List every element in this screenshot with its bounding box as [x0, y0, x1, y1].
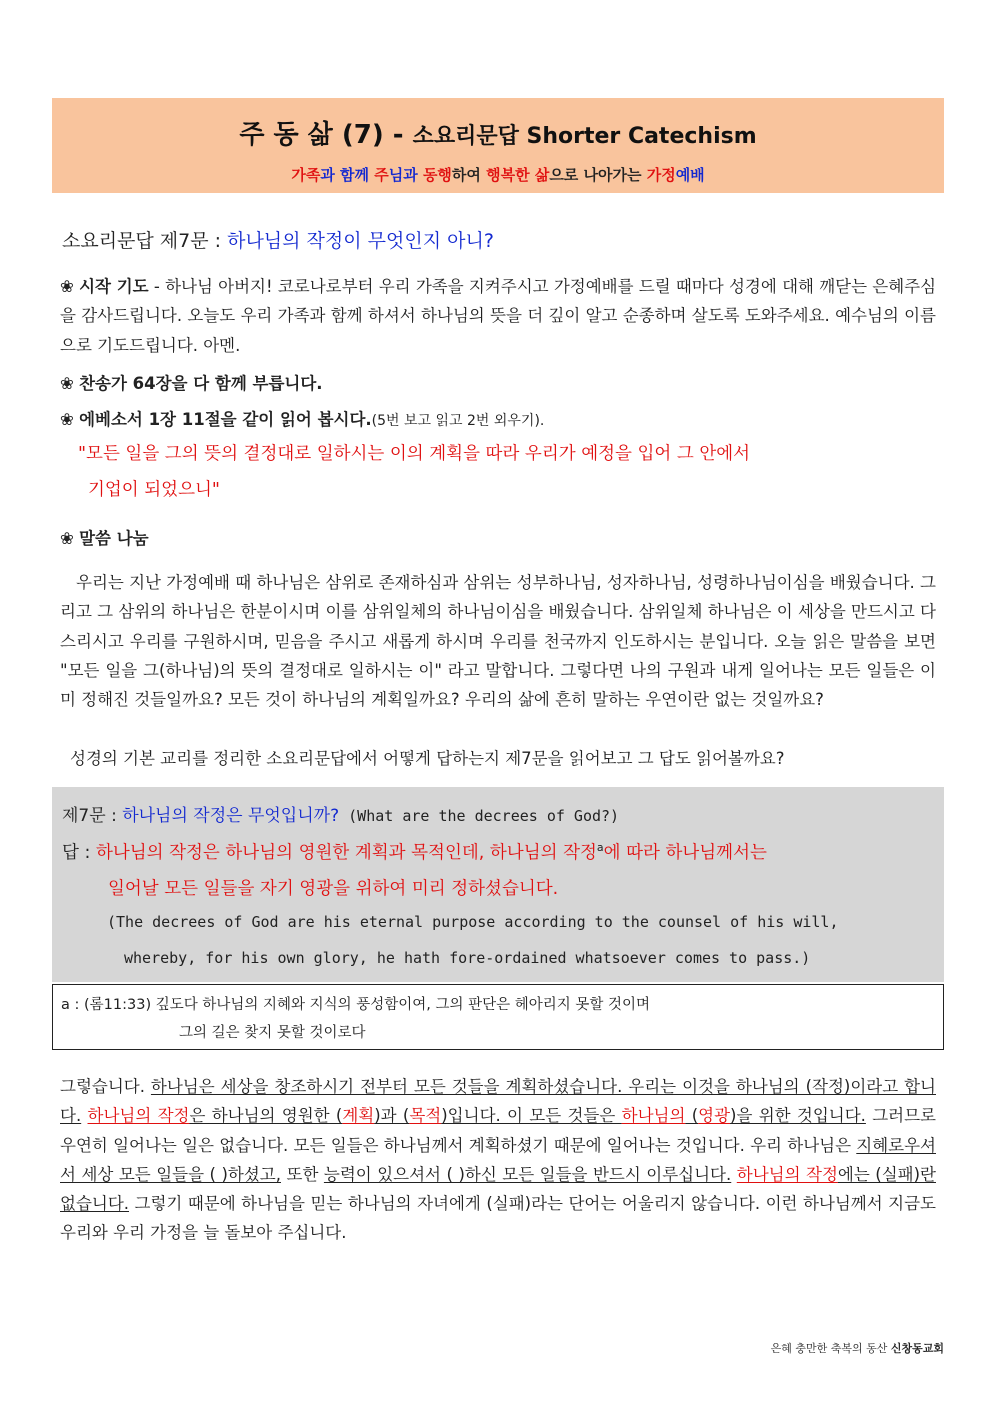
footnote-box [52, 984, 944, 1050]
catechism-answer-line2: 일어날 모든 일들을 자기 영광을 위하여 미리 정하셨습니다. [108, 879, 559, 899]
church-name: 신창동교회 [890, 1342, 944, 1355]
subtitle-segment: 가정 [646, 166, 676, 184]
opening-prayer-text: - 하나님 아버지! 코로나로부터 우리 가족을 지켜주시고 가정예배를 드릴 때마다 성경에 대해 깨닫는 은혜주심을 감사드립니다. 오늘도 우리 가족과 함께 하셔서 하나님의 뜻을 더 깊이 알고 순종하며 살도록 도와주세요. 예수님의 이름으로 기도드립니다. 아멘. [60, 277, 937, 355]
opening-prayer [60, 272, 936, 360]
subtitle-segment: 행복한 삶 [486, 166, 550, 184]
catechism-question [62, 801, 619, 826]
conclusion-segment: 하나님의 작정 [736, 1164, 838, 1184]
conclusion-paragraph [60, 1072, 936, 1248]
reading-line [60, 406, 544, 430]
flower-bullet-icon: ❀ [60, 277, 74, 296]
conclusion-segment: 하나님의 [621, 1106, 686, 1126]
conclusion-segment: 하나님은 세상을 창조하시기 전부터 모든 것들을 계획하셨습니다. 우리는 이것을 하나님의 (작정)이라고 합니다. [60, 1077, 936, 1126]
subtitle-segment: 함께 [340, 166, 375, 184]
subtitle-segment: 동행 [422, 166, 452, 184]
catechism-english-line2: whereby, for his own glory, he hath fore-ordained whatsoever comes to pass.) [124, 949, 811, 967]
catechism-q-text: 하나님의 작정은 무엇입니까? [122, 806, 340, 826]
conclusion-segment: 능력이 있으셔서 ( )하신 모든 일들을 반드시 이루십니다. [323, 1164, 732, 1184]
title-sub: 소요리문답 Shorter Catechism [412, 124, 757, 149]
conclusion-segment: 그렇습니다. [60, 1077, 151, 1096]
question-line [62, 226, 494, 253]
footer-prefix: 은혜 충만한 축복의 동산 [770, 1342, 891, 1355]
reading-note: (5번 보고 읽고 2번 외우기). [371, 413, 545, 429]
conclusion-segment: 그렇기 때문에 하나님을 믿는 하나님의 자녀에게 (실패)라는 단어는 어울리지 않습니다. 이런 하나님께서 지금도 우리와 우리 가정을 늘 돌보아 주십니다. [60, 1194, 936, 1243]
flower-bullet-icon: ❀ [60, 529, 74, 548]
subtitle-segment: 주 [374, 166, 389, 184]
conclusion-segment: 에는 (실패)란 없습니다. [60, 1164, 936, 1214]
conclusion-segment: )을 위한 것입니다. [730, 1106, 866, 1126]
footer-church [771, 1340, 944, 1356]
conclusion-segment: 계획 [342, 1106, 375, 1126]
catechism-a-label: 답 : [62, 843, 96, 863]
sharing-paragraph-2: 성경의 기본 교리를 정리한 소요리문답에서 어떻게 답하는지 제7문을 읽어보고 그 답도 읽어볼까요? [70, 749, 785, 768]
subtitle-segment: 과 [320, 166, 341, 184]
page-subtitle [52, 164, 944, 185]
sharing-paragraph: 우리는 지난 가정예배 때 하나님은 삼위로 존재하심과 삼위는 성부하나님, 성자하나님, 성령하나님이심을 배웠습니다. 그리고 그 삼위의 하나님은 한분이시며 이를 삼위일체의 하나님이심을 배웠습니다. 삼위일체 하나님은 이 세상을 만드시고 다스리시고 우리를 구원하시며, 믿음을 주시고 새롭게 하시며 우리를 천국까지 인도하시는 분입니다. 오늘 읽은 말씀을 보면 "모든 일을 그(하나님)의 뜻의 결정대로 일하시는 이" 라고 말합니다. 그렇다면 나의 구원과 내게 일어나는 모든 일들은 이미 정해진 것들일까요? 모든 것이 하나님의 계획일까요? 우리의 삶에 흔히 말하는 우연이란 없는 것일까요? [60, 573, 936, 710]
hymn-line [60, 370, 323, 394]
flower-bullet-icon: ❀ [60, 374, 74, 393]
catechism-answer-line1 [62, 839, 767, 864]
question-text: 하나님의 작정이 무엇인지 아니? [227, 230, 494, 252]
page-title [52, 114, 944, 151]
flower-bullet-icon: ❀ [60, 410, 74, 429]
conclusion-segment: 그러므로 우연히 일어나는 일은 없습니다. 모든 일들은 하나님께서 계획하셨기 때문에 일어나는 것입니다. 우리 하나님은 [60, 1106, 936, 1155]
question-label: 소요리문답 제7문 : [62, 230, 228, 252]
sharing-label: 말씀 나눔 [79, 529, 149, 548]
catechism-box [52, 787, 944, 982]
subtitle-segment: 가족 [291, 166, 321, 184]
subtitle-segment: 하여 [451, 166, 487, 184]
catechism-q-label: 제7문 : [62, 806, 123, 826]
subtitle-segment: 으로 나아가는 [549, 166, 647, 184]
catechism-a-text-1b: 에 따라 하나님께서는 [603, 843, 767, 863]
scripture-verse-line1: "모든 일을 그의 뜻의 결정대로 일하시는 이의 계획을 따라 우리가 예정을 입어 그 안에서 [78, 444, 751, 464]
title-main: 주 동 삶 (7) - [239, 120, 413, 150]
conclusion-segment: 지혜로우셔서 세상 모든 일들을 ( )하셨고, [60, 1135, 936, 1184]
reading-label: 에베소서 1장 11절을 같이 읽어 봅시다. [79, 410, 372, 429]
catechism-a-text-1a: 하나님의 작정은 하나님의 영원한 계획과 목적인데, 하나님의 작정 [95, 843, 597, 863]
footnote-line2: 그의 길은 찾지 못할 것이로다 [179, 1025, 366, 1041]
conclusion-segment: 하나님의 작정 [87, 1106, 190, 1126]
conclusion-segment: 영광 [698, 1106, 731, 1126]
catechism-q-english: (What are the decrees of God?) [339, 807, 620, 825]
conclusion-segment: 또한 [281, 1164, 324, 1184]
catechism-english-line1: (The decrees of God are his eternal purpose according to the counsel of his will, [107, 913, 839, 931]
scripture-verse-line2: 기업이 되었으니" [88, 480, 220, 500]
subtitle-segment: 님과 [388, 166, 423, 184]
subtitle-segment: 예배 [675, 166, 705, 184]
opening-prayer-label: 시작 기도 [79, 277, 149, 296]
conclusion-segment: )과 ( [374, 1106, 410, 1126]
footnote-line1: a : (롬11:33) 깊도다 하나님의 지혜와 지식의 풍성함이여, 그의 판단은 헤아리지 못할 것이며 [61, 997, 651, 1013]
conclusion-segment: ( [685, 1106, 699, 1126]
sharing-heading [60, 525, 149, 549]
conclusion-segment: 목적 [409, 1106, 442, 1126]
footnote-marker: a [596, 841, 604, 855]
conclusion-segment: 은 하나님의 영원한 ( [189, 1106, 343, 1126]
hymn-text: 찬송가 64장을 다 함께 부릅니다. [79, 374, 323, 393]
conclusion-segment: )입니다. 이 모든 것들은 [441, 1106, 622, 1126]
header-banner [52, 98, 944, 193]
